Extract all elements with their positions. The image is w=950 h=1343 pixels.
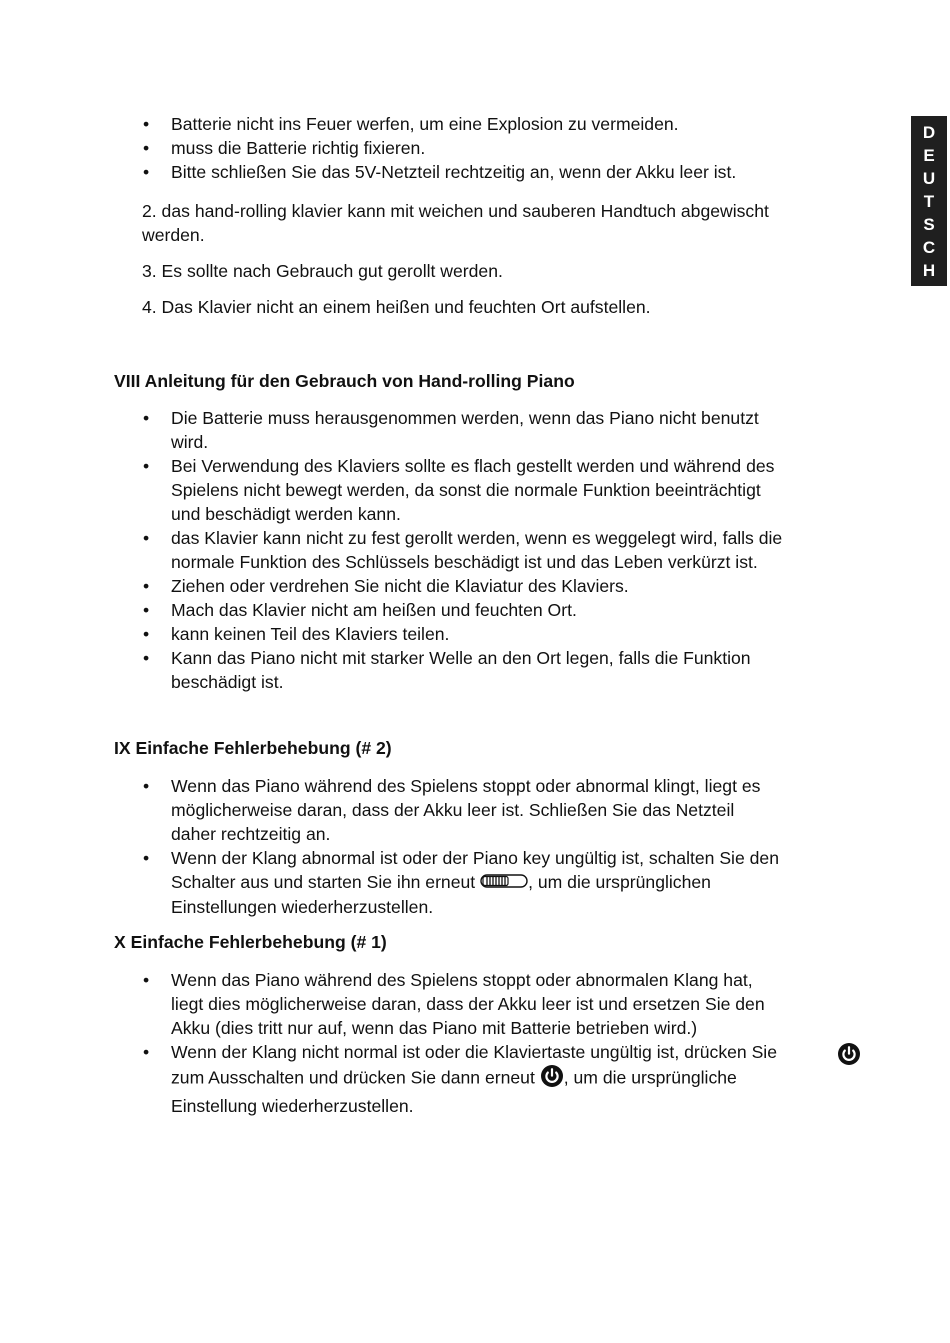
ix-b2-line3: Einstellungen wiederherzustellen. bbox=[171, 897, 434, 918]
list-item-line: Spielens nicht bewegt werden, da sonst die normale Funktion beeinträchtigt bbox=[171, 480, 761, 500]
x-b2-line2a: zum Ausschalten und drücken Sie dann erneut bbox=[171, 1067, 540, 1088]
side-tab-letter: H bbox=[922, 260, 936, 280]
bullet-marker: • bbox=[143, 576, 150, 596]
x-b1-line1: Wenn das Piano während des Spielens stoppt oder abnormalen Klang hat, bbox=[171, 970, 753, 990]
list-item bbox=[142, 406, 872, 454]
list-item bbox=[142, 968, 872, 1040]
list-item bbox=[142, 774, 872, 846]
bullet-marker: • bbox=[143, 970, 150, 990]
list-item-line: wird. bbox=[171, 432, 209, 452]
ix-b1-line3: daher rechtzeitig an. bbox=[171, 824, 331, 844]
bullet-marker: • bbox=[143, 776, 150, 796]
battery-bullet-list bbox=[142, 112, 872, 184]
list-item bbox=[142, 1040, 872, 1118]
care-item-2-line2: werden. bbox=[142, 225, 205, 245]
care-item-4: 4. Das Klavier nicht an einem heißen und feuchten Ort aufstellen. bbox=[142, 297, 651, 317]
section-viii-bullet-list bbox=[142, 406, 872, 694]
x-b2-line3: Einstellung wiederherzustellen. bbox=[171, 1096, 414, 1116]
language-side-tab bbox=[911, 116, 947, 286]
section-x-heading: X Einfache Fehlerbehebung (# 1) bbox=[114, 932, 387, 952]
list-item-text: muss die Batterie richtig fixieren. bbox=[171, 138, 426, 158]
bullet-marker: • bbox=[143, 162, 150, 182]
list-item-line: Mach das Klavier nicht am heißen und feuchten Ort. bbox=[171, 600, 577, 620]
list-item-line: beschädigt ist. bbox=[171, 672, 284, 692]
list-item-text: Batterie nicht ins Feuer werfen, um eine Explosion zu vermeiden. bbox=[171, 114, 679, 134]
bullet-marker: • bbox=[143, 528, 150, 548]
bullet-marker: • bbox=[143, 648, 150, 668]
list-item-line: und beschädigt werden kann. bbox=[171, 504, 401, 524]
list-item-line: kann keinen Teil des Klaviers teilen. bbox=[171, 624, 450, 644]
list-item-line: Ziehen oder verdrehen Sie nicht die Klaviatur des Klaviers. bbox=[171, 576, 629, 596]
list-item bbox=[142, 622, 872, 646]
x-b1-line3: Akku (dies tritt nur auf, wenn das Piano mit Batterie betrieben wird.) bbox=[171, 1018, 698, 1038]
bullet-marker: • bbox=[143, 600, 150, 620]
ix-b1-line2: möglicherweise daran, dass der Akku leer ist. Schließen Sie das Netzteil bbox=[171, 800, 735, 820]
list-item-line: das Klavier kann nicht zu fest gerollt werden, wenn es weggelegt wird, falls die bbox=[171, 528, 783, 548]
list-item bbox=[142, 454, 872, 526]
care-item-3: 3. Es sollte nach Gebrauch gut gerollt werden. bbox=[142, 261, 503, 281]
bullet-marker: • bbox=[143, 408, 150, 428]
x-b2-line2b: , um die ursprüngliche bbox=[563, 1067, 737, 1088]
x-b1-line2: liegt dies möglicherweise daran, dass der Akku leer ist und ersetzen Sie den bbox=[171, 994, 765, 1014]
list-item bbox=[142, 846, 872, 919]
list-item bbox=[142, 136, 872, 160]
care-item-2-line1: 2. das hand-rolling klavier kann mit weichen und sauberen Handtuch abgewischt bbox=[142, 201, 769, 221]
list-item bbox=[142, 526, 872, 574]
list-item bbox=[142, 574, 872, 598]
list-item-line: Kann das Piano nicht mit starker Welle an den Ort legen, falls die Funktion bbox=[171, 648, 751, 668]
section-ix-bullet-list bbox=[142, 774, 872, 919]
list-item bbox=[142, 160, 872, 184]
list-item bbox=[142, 598, 872, 622]
list-item-text: Bitte schließen Sie das 5V-Netzteil rechtzeitig an, wenn der Akku leer ist. bbox=[171, 162, 737, 182]
bullet-marker: • bbox=[143, 848, 150, 868]
list-item-line: Bei Verwendung des Klaviers sollte es flach gestellt werden und während des bbox=[171, 456, 775, 476]
side-tab-letter: C bbox=[922, 237, 936, 257]
side-tab-letter: T bbox=[923, 191, 935, 211]
side-tab-letter: E bbox=[923, 145, 935, 165]
power-icon bbox=[837, 1042, 861, 1071]
section-ix-heading: IX Einfache Fehlerbehebung (# 2) bbox=[114, 738, 392, 758]
section-x-bullet-list bbox=[142, 968, 872, 1118]
list-item bbox=[142, 646, 872, 694]
power-icon bbox=[540, 1064, 564, 1094]
bullet-marker: • bbox=[143, 138, 150, 158]
ix-b2-line2b: , um die ursprünglichen bbox=[528, 872, 711, 892]
list-item-line: Die Batterie muss herausgenommen werden, wenn das Piano nicht benutzt bbox=[171, 408, 759, 428]
side-tab-letter: S bbox=[923, 214, 935, 234]
list-item-line: normale Funktion des Schlüssels beschädigt ist und das Leben verkürzt ist. bbox=[171, 552, 758, 572]
ix-b2-line1: Wenn der Klang abnormal ist oder der Piano key ungültig ist, schalten Sie den bbox=[171, 848, 779, 868]
section-viii-heading: VIII Anleitung für den Gebrauch von Hand-rolling Piano bbox=[114, 371, 575, 391]
bullet-marker: • bbox=[143, 624, 150, 644]
bullet-marker: • bbox=[143, 114, 150, 134]
ix-b2-line2a: Schalter aus und starten Sie ihn erneut bbox=[171, 872, 481, 892]
slide-switch-icon bbox=[480, 871, 528, 895]
x-b2-line1: Wenn der Klang nicht normal ist oder die Klaviertaste ungültig ist, drücken Sie bbox=[171, 1042, 778, 1062]
side-tab-letter: U bbox=[922, 168, 936, 188]
list-item bbox=[142, 112, 872, 136]
ix-b1-line1: Wenn das Piano während des Spielens stoppt oder abnormal klingt, liegt es bbox=[171, 776, 761, 796]
bullet-marker: • bbox=[143, 456, 150, 476]
side-tab-letter: D bbox=[922, 122, 936, 142]
bullet-marker: • bbox=[143, 1042, 150, 1062]
